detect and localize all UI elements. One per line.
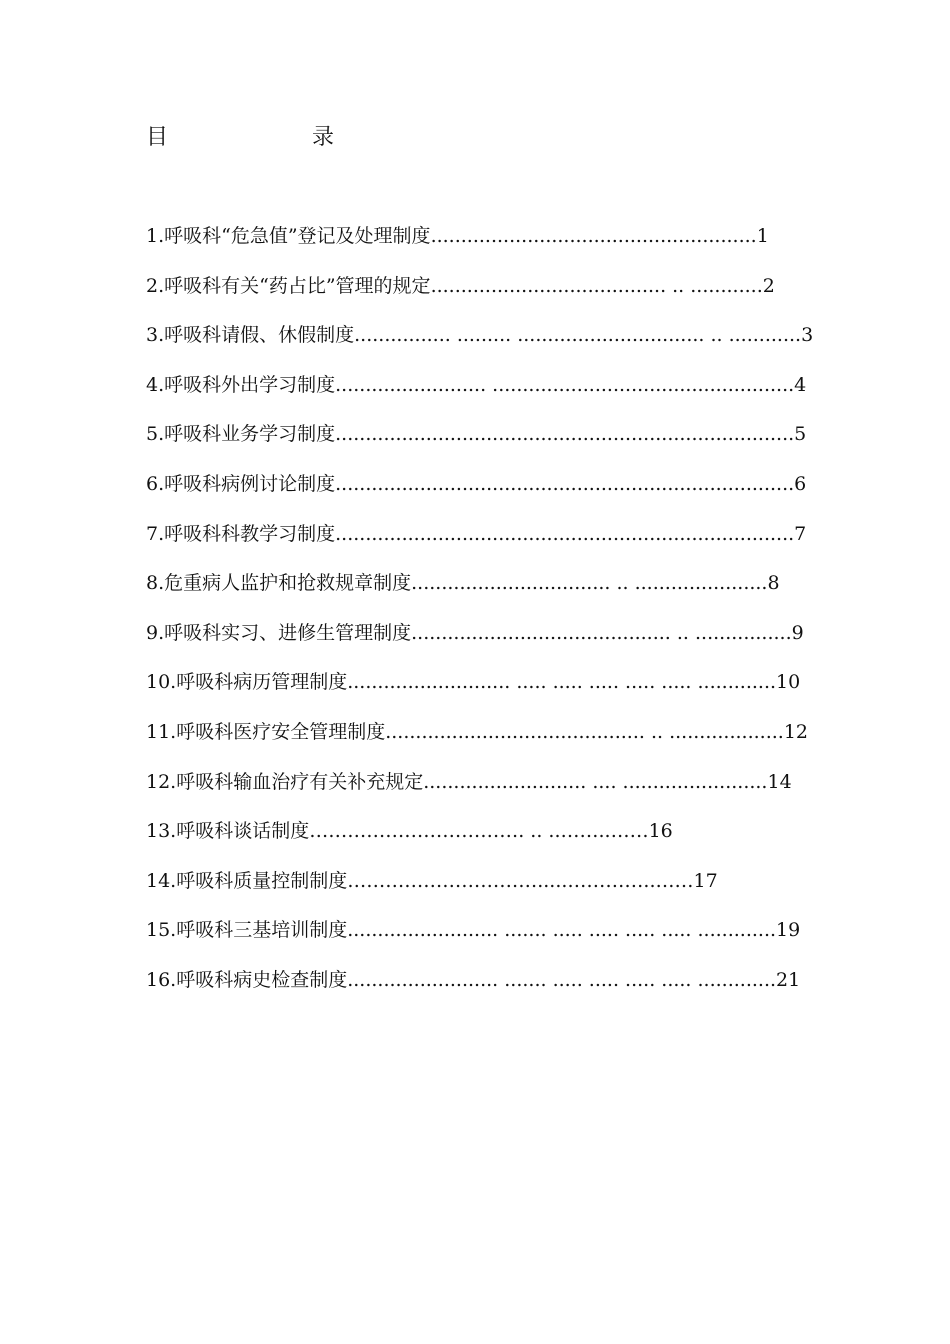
toc-entry-label: 9.呼吸科实习、进修生管理制度 bbox=[146, 621, 412, 644]
toc-entry-label: 3.呼吸科请假、休假制度 bbox=[146, 324, 355, 347]
toc-entry-label: 12.呼吸科输血治疗有关补充规定 bbox=[146, 770, 424, 793]
table-of-contents bbox=[146, 222, 826, 1016]
toc-entry-label: 13.呼吸科谈话制度 bbox=[146, 820, 310, 843]
toc-entry-leader: ........................................... .. ................ bbox=[411, 621, 792, 644]
toc-entry-label: 7.呼吸科科教学习制度 bbox=[146, 522, 336, 545]
toc-entry-leader: ....................................... .. ............ bbox=[430, 274, 763, 297]
toc-entry-leader: ......................... ....... ..... ..... ..... ..... ............. bbox=[347, 919, 777, 942]
toc-entry-page: 10 bbox=[776, 671, 801, 694]
toc-title bbox=[146, 120, 346, 150]
toc-entry bbox=[146, 520, 826, 570]
toc-entry-page: 19 bbox=[776, 919, 801, 942]
toc-entry-label: 1.呼吸科“危急值”登记及处理制度 bbox=[146, 225, 431, 247]
toc-entry bbox=[146, 867, 826, 917]
toc-entry-label: 6.呼吸科病例讨论制度 bbox=[146, 472, 336, 495]
toc-entry-page: 7 bbox=[794, 522, 807, 545]
toc-title-right-char: 录 bbox=[312, 125, 335, 150]
toc-entry-leader: ........................... ..... ..... ..... ..... ..... ............. bbox=[347, 671, 777, 694]
toc-entry bbox=[146, 222, 826, 272]
toc-entry bbox=[146, 718, 826, 768]
toc-entry bbox=[146, 470, 826, 520]
toc-entry bbox=[146, 966, 826, 1016]
toc-entry-label: 16.呼吸科病史检查制度 bbox=[146, 968, 348, 991]
toc-entry-leader: ................................. .. ...................... bbox=[411, 572, 768, 595]
toc-entry-page: 1 bbox=[756, 225, 769, 247]
toc-title-left-char: 目 bbox=[146, 125, 169, 150]
toc-entry-page: 9 bbox=[791, 621, 804, 644]
toc-entry bbox=[146, 768, 826, 818]
toc-entry bbox=[146, 371, 826, 421]
toc-entry-leader: ................ ......... ............................... .. ............ bbox=[354, 324, 802, 347]
toc-entry-page: 16 bbox=[648, 820, 673, 843]
toc-entry bbox=[146, 272, 826, 322]
toc-entry-page: 6 bbox=[794, 472, 807, 495]
toc-entry-leader: ............................................................................ bbox=[335, 472, 795, 495]
toc-entry bbox=[146, 817, 826, 867]
toc-entry-label: 10.呼吸科病历管理制度 bbox=[146, 671, 348, 694]
toc-entry-label: 8.危重病人监护和抢救规章制度 bbox=[146, 572, 412, 595]
toc-entry-leader: ......................... ....... ..... ..... ..... ..... ............. bbox=[347, 968, 777, 991]
toc-entry-page: 12 bbox=[783, 720, 809, 743]
toc-entry bbox=[146, 619, 826, 669]
toc-entry-leader: ……………………………. .. ..……..…… bbox=[309, 820, 649, 843]
toc-entry-page: 17 bbox=[693, 869, 718, 892]
toc-entry-label: 11.呼吸科医疗安全管理制度 bbox=[146, 720, 386, 743]
toc-entry-label: 2.呼吸科有关“药占比”管理的规定 bbox=[146, 274, 431, 297]
toc-entry-leader: ........................................... .. ................... bbox=[385, 720, 784, 743]
toc-entry bbox=[146, 569, 826, 619]
toc-entry-label: 14.呼吸科质量控制制度 bbox=[146, 869, 348, 892]
toc-entry-leader: ............................................................................ bbox=[335, 423, 795, 446]
toc-entry-leader: ............................................................................ bbox=[335, 522, 795, 545]
toc-entry-label: 5.呼吸科业务学习制度 bbox=[146, 423, 336, 446]
toc-entry bbox=[146, 420, 826, 470]
toc-entry-leader: ...................................................... bbox=[430, 225, 757, 247]
toc-entry bbox=[146, 916, 826, 966]
toc-entry-leader: ………………………….....…………..…… bbox=[347, 869, 694, 892]
toc-entry-page: 4 bbox=[794, 373, 807, 396]
toc-entry bbox=[146, 321, 826, 371]
toc-entry-leader: ........................... .... ........................ bbox=[423, 770, 768, 793]
toc-entry-page: 5 bbox=[794, 423, 807, 446]
toc-entry-page: 2 bbox=[762, 274, 775, 297]
toc-entry-page: 21 bbox=[776, 968, 801, 991]
toc-entry-page: 14 bbox=[767, 770, 792, 793]
toc-entry-label: 15.呼吸科三基培训制度 bbox=[146, 919, 348, 942]
toc-entry-page: 3 bbox=[801, 324, 814, 347]
toc-entry-label: 4.呼吸科外出学习制度 bbox=[146, 373, 336, 396]
toc-entry bbox=[146, 668, 826, 718]
toc-entry-leader: ......................... .................................................. bbox=[335, 373, 795, 396]
toc-entry-page: 8 bbox=[767, 572, 780, 595]
